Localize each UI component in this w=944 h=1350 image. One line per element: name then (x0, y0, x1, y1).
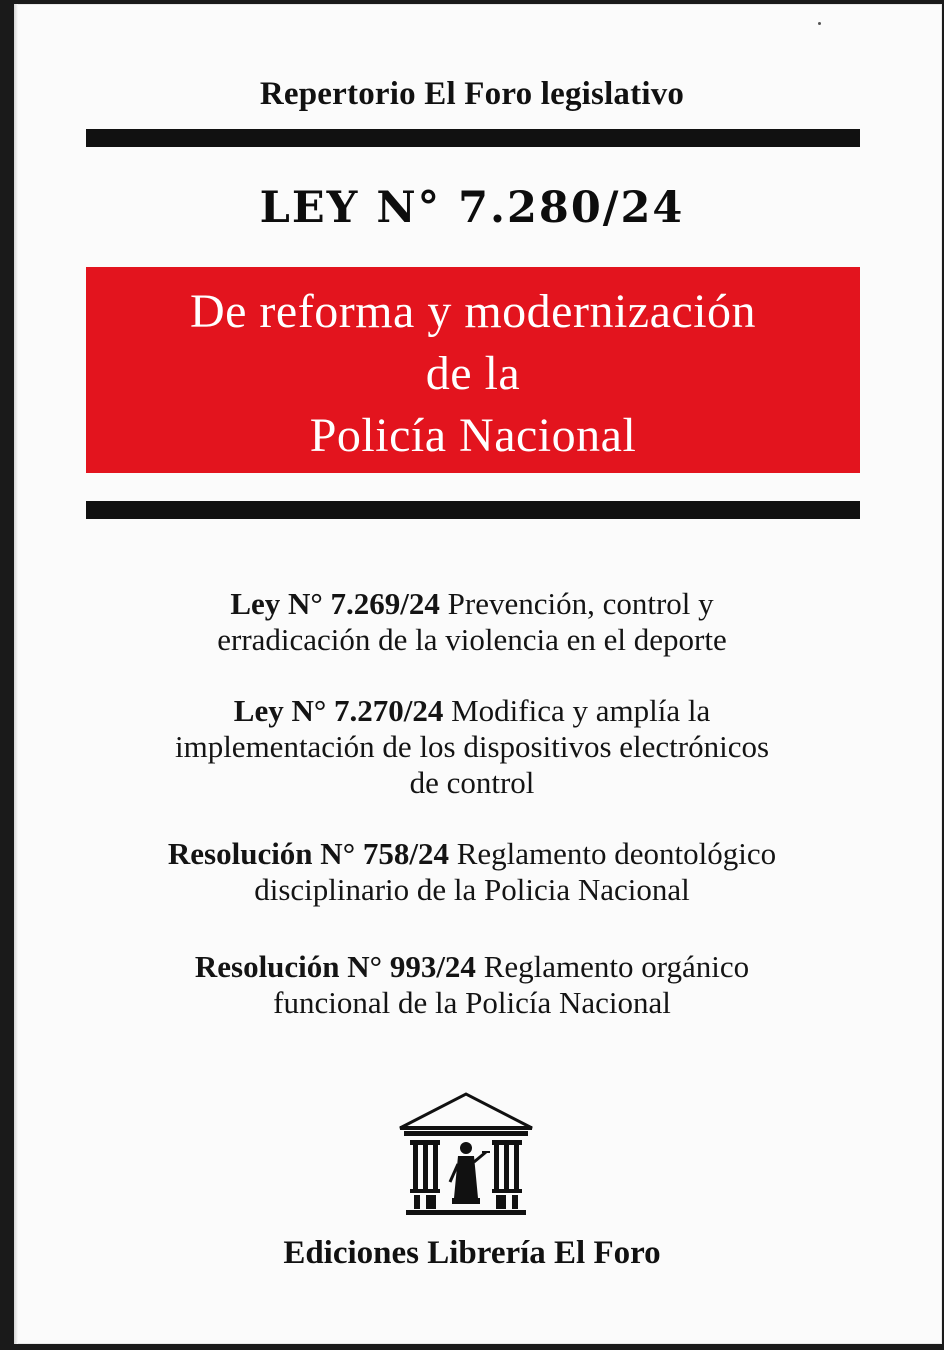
included-resolution-2 (0, 949, 944, 1021)
included-law-1-line-2: erradicación de la violencia en el deporte (217, 622, 727, 657)
law-number-heading: LEY N° 7.280/24 (259, 183, 685, 233)
included-resolution-1-line-1 (0, 836, 944, 872)
main-title (86, 281, 860, 467)
included-resolution-1-title: Reglamento deontológico (448, 836, 777, 871)
included-law-2-line-2: implementación de los dispositivos electrónicos (174, 729, 770, 764)
bottom-divider-bar (86, 501, 860, 519)
included-law-1-number: Ley N° 7.269/24 (230, 586, 440, 621)
included-law-2-line-1 (0, 693, 944, 729)
main-title-line-1: De reforma y modernización (189, 285, 757, 338)
main-title-line-2: de la (425, 347, 521, 400)
included-law-2 (0, 693, 944, 801)
included-law-2-line-3: de control (409, 765, 535, 800)
publisher-name: Ediciones Librería El Foro (283, 1235, 661, 1271)
included-law-1 (0, 586, 944, 658)
included-law-2-title: Modifica y amplía la (443, 693, 711, 728)
scan-speck (818, 22, 821, 25)
included-resolution-1-number: Resolución N° 758/24 (167, 836, 449, 871)
main-title-line-3: Policía Nacional (309, 409, 637, 462)
included-resolution-1 (0, 836, 944, 908)
series-title: Repertorio El Foro legislativo (259, 76, 685, 112)
included-law-1-title: Prevención, control y (439, 586, 714, 621)
included-resolution-1-line-2: disciplinario de la Policia Nacional (254, 872, 690, 907)
included-resolution-2-line-2: funcional de la Policía Nacional (273, 985, 671, 1020)
top-divider-bar (86, 129, 860, 147)
included-law-1-line-1 (0, 586, 944, 622)
included-resolution-2-number: Resolución N° 993/24 (194, 949, 476, 984)
included-law-2-number: Ley N° 7.270/24 (233, 693, 444, 728)
included-resolution-2-title: Reglamento orgánico (475, 949, 750, 984)
title-banner (86, 267, 860, 473)
included-resolution-2-line-1 (0, 949, 944, 985)
temple-with-justice-statue-icon (396, 1090, 536, 1220)
